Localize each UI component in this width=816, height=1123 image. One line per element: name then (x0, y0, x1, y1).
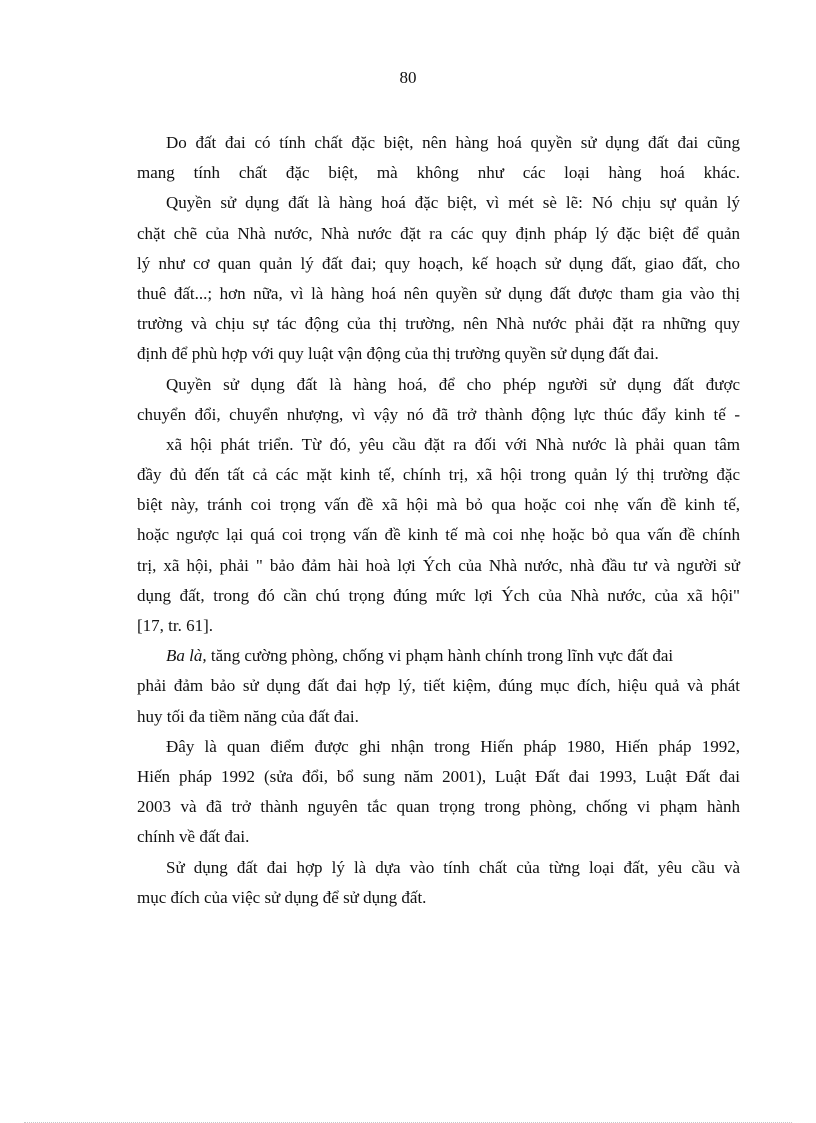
text-line: chuyển đổi, chuyển nhượng, vì vậy nó đã trở thành động lực thúc đẩy kinh tế - (137, 404, 740, 424)
text-line: mang tính chất đặc biệt, mà không như các loại hàng hoá khác. (137, 163, 740, 183)
text-line: Do đất đai có tính chất đặc biệt, nên hàng hoá quyền sử dụng đất đai cũng (166, 133, 740, 152)
text-line: mục đích của việc sử dụng để sử dụng đất. (137, 887, 427, 907)
text-run: tăng cường phòng, chống vi phạm hành chính trong lĩnh vực đất đai (206, 646, 674, 666)
text-line: huy tối đa tiềm năng của đất đai. (137, 706, 359, 726)
text-line: Quyền sử dụng đất là hàng hoá, để cho phép người sử dụng đất được (166, 374, 740, 394)
paragraph (137, 732, 740, 853)
text-line: chặt chẽ của Nhà nước, Nhà nước đặt ra các quy định pháp lý đặc biệt để quản (137, 223, 740, 243)
text-line: trị, xã hội, phải " bảo đảm hài hoà lợi Ých của Nhà nước, nhà đầu tư và người sử (137, 555, 740, 575)
page-number: 80 (399, 68, 417, 87)
paragraph (137, 641, 740, 732)
text-line: Sử dụng đất đai hợp lý là dựa vào tính chất của từng loại đất, yêu cầu và (166, 857, 740, 877)
paragraph-lead: Ba là, (166, 646, 207, 666)
text-line: Quyền sử dụng đất là hàng hoá đặc biệt, vì mét sè lẽ: Nó chịu sự quản lý (166, 193, 740, 213)
text-line: đầy đủ đến tất cả các mặt kinh tế, chính trị, xã hội trong quản lý thị trường đặc (137, 465, 740, 485)
text-line: lý như cơ quan quản lý đất đai; quy hoạch, kế hoạch sử dụng đất, giao đất, cho (137, 253, 740, 273)
paragraph (137, 128, 740, 188)
text-line: phải đảm bảo sử dụng đất đai hợp lý, tiết kiệm, đúng mục đích, hiệu quả và phát (137, 676, 740, 696)
text-line: hoặc ngược lại quá coi trọng vấn đề kinh tế mà coi nhẹ hoặc bỏ qua vấn đề chính (137, 525, 740, 545)
text-line: biệt này, tránh coi trọng vấn đề xã hội mà bỏ qua hoặc coi nhẹ vấn đề kinh tế, (137, 495, 740, 515)
text-line: dụng đất, trong đó cần chú trọng đúng mức lợi Ých của Nhà nước, của xã hội" (137, 585, 740, 605)
body-text (137, 128, 740, 913)
text-line: xã hội phát triển. Từ đó, yêu cầu đặt ra đối với Nhà nước là phải quan tâm (166, 434, 740, 454)
text-line: chính về đất đai. (137, 827, 250, 847)
paragraph (137, 188, 740, 369)
text-line: [17, tr. 61]. (137, 616, 214, 635)
text-line: trường và chịu sự tác động của thị trường, nên Nhà nước phải đặt ra những quy (137, 314, 740, 334)
text-line: Đây là quan điểm được ghi nhận trong Hiến pháp 1980, Hiến pháp 1992, (166, 736, 740, 756)
text-line (137, 641, 740, 671)
text-line: định để phù hợp với quy luật vận động của thị trường quyền sử dụng đất đai. (137, 344, 659, 364)
text-line: thuê đất...; hơn nữa, vì là hàng hoá nên quyền sử dụng đất được tham gia vào thị (137, 283, 740, 303)
paragraph (137, 370, 740, 642)
text-line: Hiến pháp 1992 (sửa đổi, bổ sung năm 2001), Luật Đất đai 1993, Luật Đất đai (137, 766, 740, 786)
paragraph (137, 853, 740, 913)
text-line: 2003 và đã trở thành nguyên tắc quan trọng trong phòng, chống vi phạm hành (137, 797, 740, 817)
